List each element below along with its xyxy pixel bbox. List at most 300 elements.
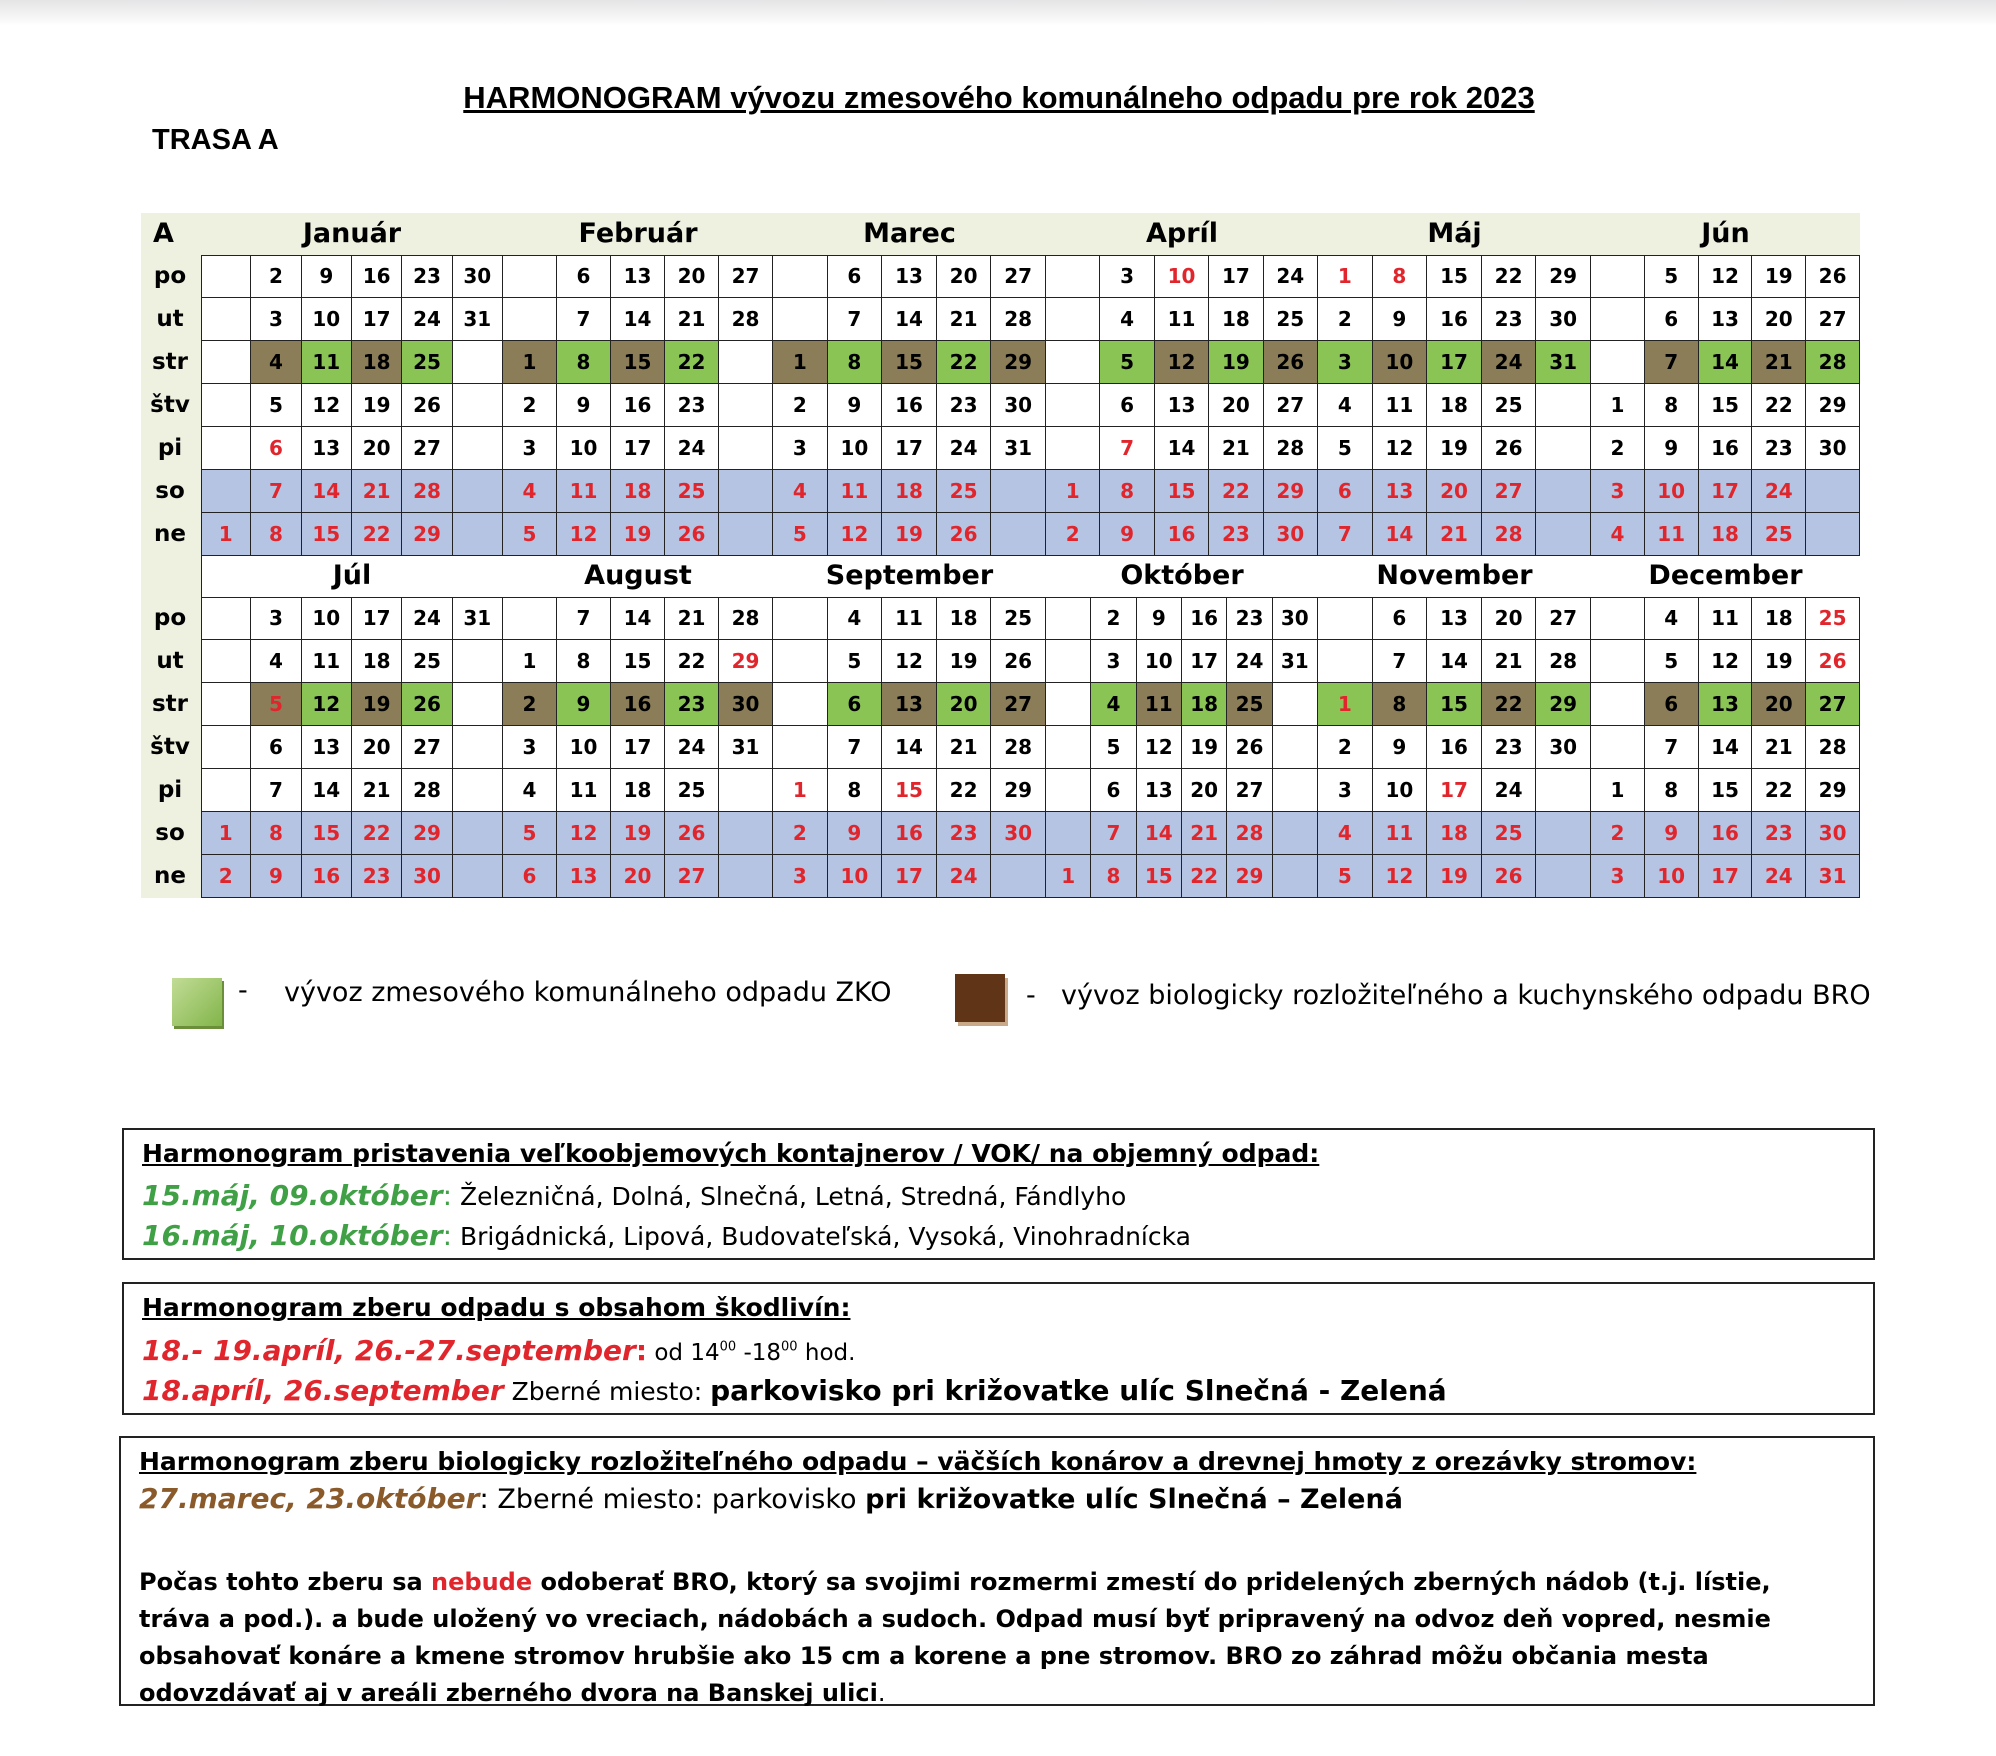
day-cell: 21 (1752, 341, 1806, 384)
day-cell: 2 (503, 683, 557, 726)
vok-line-1 (142, 1179, 1126, 1212)
day-label: štv (141, 384, 199, 427)
day-cell: 9 (251, 855, 301, 898)
day-cell: 13 (1137, 769, 1182, 812)
day-label-column (141, 555, 201, 597)
day-cell: 9 (1645, 812, 1699, 855)
day-cell (1046, 255, 1100, 298)
day-cell: 20 (1752, 683, 1806, 726)
day-cell: 2 (1591, 812, 1645, 855)
day-label: str (141, 683, 199, 726)
day-cell (719, 855, 773, 898)
day-cell: 4 (1645, 597, 1699, 640)
day-cell: 20 (1752, 298, 1806, 341)
day-cell: 23 (402, 255, 452, 298)
day-cell: 24 (1264, 255, 1318, 298)
day-cell: 18 (1752, 597, 1806, 640)
day-cell (1046, 384, 1100, 427)
day-cell: 30 (991, 812, 1046, 855)
day-cell: 17 (611, 726, 665, 769)
branches-heading: Harmonogram zberu biologicky rozložiteľného odpadu – väčších konárov a drevnej hmoty z orezávky stromov: (139, 1447, 1697, 1476)
day-cell: 14 (1699, 341, 1753, 384)
day-cell: 21 (1752, 726, 1806, 769)
day-cell: 25 (402, 341, 452, 384)
day-cell: 13 (1427, 597, 1482, 640)
vok-sep: : (442, 1219, 453, 1252)
zko-legend-swatch (172, 978, 222, 1026)
day-cell: 30 (1273, 597, 1318, 640)
day-cell: 6 (251, 427, 301, 470)
day-cell (201, 298, 251, 341)
day-cell: 16 (1427, 726, 1482, 769)
hazard-line-2 (142, 1374, 1447, 1407)
day-cell: 18 (1699, 513, 1753, 556)
day-cell: 24 (1752, 470, 1806, 513)
day-label: štv (141, 726, 199, 769)
hazard-schedule-box (122, 1282, 1875, 1415)
day-cell: 30 (1264, 513, 1318, 556)
day-cell: 26 (1482, 427, 1537, 470)
day-cell (453, 683, 503, 726)
day-cell: 5 (828, 640, 883, 683)
day-cell: 15 (1137, 855, 1182, 898)
day-cell (453, 427, 503, 470)
day-cell: 31 (719, 726, 773, 769)
day-cell: 18 (611, 769, 665, 812)
day-cell: 3 (503, 726, 557, 769)
day-cell: 12 (302, 384, 352, 427)
day-cell: 14 (1137, 812, 1182, 855)
vok-streets-1: Železničná, Dolná, Slnečná, Letná, Stredná, Fándlyho (452, 1182, 1127, 1211)
day-cell: 5 (1645, 255, 1699, 298)
vok-sep: : (442, 1179, 453, 1212)
branches-schedule-box (119, 1436, 1875, 1706)
day-cell (1273, 683, 1318, 726)
day-cell (1273, 726, 1318, 769)
month-name: Jún (1701, 218, 1750, 249)
day-cell: 16 (1155, 513, 1209, 556)
day-cell: 27 (1806, 683, 1860, 726)
day-cell: 16 (1182, 597, 1227, 640)
day-label: ne (141, 855, 199, 898)
day-cell (1591, 683, 1645, 726)
day-cell: 23 (1227, 597, 1272, 640)
day-cell: 7 (557, 597, 611, 640)
day-cell: 23 (937, 812, 992, 855)
day-cell (453, 769, 503, 812)
day-cell (201, 384, 251, 427)
day-cell: 10 (1373, 769, 1428, 812)
day-cell: 8 (557, 341, 611, 384)
day-cell: 22 (937, 769, 992, 812)
day-cell (1273, 855, 1318, 898)
day-cell: 25 (991, 597, 1046, 640)
day-cell: 5 (1318, 855, 1373, 898)
day-cell: 8 (1373, 255, 1428, 298)
day-cell (1536, 769, 1591, 812)
vok-dates-1: 15.máj, 09.október (142, 1179, 443, 1212)
day-cell (201, 255, 251, 298)
branches-note-end: . (877, 1679, 886, 1707)
legend-dash: - (1026, 980, 1036, 1011)
day-cell: 27 (991, 683, 1046, 726)
day-cell: 5 (251, 384, 301, 427)
day-cell: 28 (719, 298, 773, 341)
day-cell: 23 (665, 683, 719, 726)
day-cell: 4 (773, 470, 828, 513)
day-cell (201, 683, 251, 726)
day-cell: 29 (1536, 683, 1591, 726)
day-cell: 4 (1100, 298, 1154, 341)
day-cell: 19 (1182, 726, 1227, 769)
day-cell: 25 (1227, 683, 1272, 726)
day-label: so (141, 470, 199, 513)
day-cell (503, 597, 557, 640)
day-cell: 11 (882, 597, 937, 640)
hazard-line-1 (142, 1334, 855, 1367)
day-cell (1536, 470, 1591, 513)
day-cell: 20 (1209, 384, 1263, 427)
day-cell: 2 (201, 855, 251, 898)
day-cell: 24 (402, 597, 452, 640)
day-cell: 27 (1806, 298, 1860, 341)
day-cell: 14 (1155, 427, 1209, 470)
day-cell: 1 (773, 341, 828, 384)
day-cell: 12 (302, 683, 352, 726)
day-cell (201, 470, 251, 513)
day-cell: 29 (991, 769, 1046, 812)
day-cell (453, 341, 503, 384)
hazard-place-label: Zberné miesto: (503, 1377, 711, 1406)
day-cell: 25 (1264, 298, 1318, 341)
day-cell: 17 (882, 427, 937, 470)
month-name: Október (1120, 560, 1244, 591)
day-cell: 18 (1427, 812, 1482, 855)
day-cell: 3 (1591, 855, 1645, 898)
day-cell: 28 (1482, 513, 1537, 556)
day-cell: 12 (1699, 640, 1753, 683)
day-cell: 21 (665, 298, 719, 341)
day-cell: 30 (453, 255, 503, 298)
day-cell: 22 (1482, 683, 1537, 726)
grid-line (201, 597, 1860, 598)
day-cell: 22 (665, 341, 719, 384)
day-cell: 28 (1264, 427, 1318, 470)
day-cell: 7 (1318, 513, 1373, 556)
day-cell: 22 (937, 341, 992, 384)
day-cell: 12 (557, 513, 611, 556)
day-cell: 19 (611, 513, 665, 556)
day-cell: 23 (1482, 298, 1537, 341)
day-cell: 10 (302, 597, 352, 640)
day-cell: 18 (1209, 298, 1263, 341)
month-name: Júl (332, 560, 372, 591)
vok-schedule-box (122, 1128, 1875, 1260)
day-cell (1273, 812, 1318, 855)
grid-line (201, 255, 1860, 256)
day-cell: 28 (991, 298, 1046, 341)
branches-note-body: odoberať BRO, ktorý sa svojimi rozmermi zmestí do pridelených zberných nádob (t.j. lístie, tráva a pod.). a bude uložený vo vreciach, nádobách a sudoch. Odpad musí byť pripravený na odvoz deň vopred, nesmie obsahovať konáre a kmene stromov hrubšie ako 15 cm a korene a pne stromov. BRO zo záhrad môžu občania mesta odovzdávať aj v areáli zberného dvora na Banskej ulici (139, 1568, 1771, 1707)
day-cell: 9 (1100, 513, 1154, 556)
day-cell (773, 255, 828, 298)
zko-legend-label: vývoz zmesového komunálneho odpadu ZKO (284, 977, 892, 1008)
day-cell: 8 (828, 769, 883, 812)
day-cell: 23 (1752, 812, 1806, 855)
day-cell: 13 (882, 255, 937, 298)
day-cell: 8 (251, 812, 301, 855)
day-cell: 26 (1482, 855, 1537, 898)
day-cell: 14 (302, 769, 352, 812)
day-cell: 9 (1373, 726, 1428, 769)
day-cell: 24 (665, 726, 719, 769)
day-cell (1046, 597, 1091, 640)
day-cell: 6 (1373, 597, 1428, 640)
day-cell: 19 (1209, 341, 1263, 384)
day-cell: 14 (882, 298, 937, 341)
day-cell: 2 (773, 384, 828, 427)
day-cell: 30 (402, 855, 452, 898)
day-cell (1536, 855, 1591, 898)
day-cell: 8 (1645, 384, 1699, 427)
day-cell: 24 (1752, 855, 1806, 898)
day-cell: 26 (665, 812, 719, 855)
day-cell (773, 640, 828, 683)
day-cell: 24 (1482, 769, 1537, 812)
day-cell (1046, 298, 1100, 341)
day-cell: 15 (302, 812, 352, 855)
vok-line-2 (142, 1219, 1191, 1252)
day-cell: 16 (882, 812, 937, 855)
day-cell: 28 (1806, 341, 1860, 384)
day-cell (201, 726, 251, 769)
day-cell: 17 (1699, 470, 1753, 513)
day-cell: 13 (1699, 298, 1753, 341)
day-cell: 21 (352, 769, 402, 812)
day-cell: 23 (1752, 427, 1806, 470)
day-cell (1318, 640, 1373, 683)
month-name: December (1648, 560, 1803, 591)
day-cell: 21 (1482, 640, 1537, 683)
day-cell: 10 (1137, 640, 1182, 683)
day-label: str (141, 341, 199, 384)
day-cell: 8 (557, 640, 611, 683)
day-cell: 18 (1427, 384, 1482, 427)
day-cell: 3 (1091, 640, 1136, 683)
day-cell: 11 (1645, 513, 1699, 556)
day-cell: 14 (611, 597, 665, 640)
day-cell: 25 (1482, 384, 1537, 427)
day-cell: 1 (1591, 384, 1645, 427)
day-cell: 7 (1645, 726, 1699, 769)
branches-colon: : (479, 1482, 489, 1515)
day-cell: 13 (1155, 384, 1209, 427)
day-cell: 2 (251, 255, 301, 298)
day-cell: 25 (665, 470, 719, 513)
day-cell: 28 (1536, 640, 1591, 683)
day-cell: 30 (1806, 427, 1860, 470)
day-cell: 9 (1137, 597, 1182, 640)
day-cell: 7 (251, 769, 301, 812)
day-cell: 29 (991, 341, 1046, 384)
day-cell: 18 (1182, 683, 1227, 726)
day-cell: 7 (828, 726, 883, 769)
day-cell: 10 (1155, 255, 1209, 298)
day-cell: 3 (1100, 255, 1154, 298)
day-cell: 17 (1699, 855, 1753, 898)
day-cell: 30 (719, 683, 773, 726)
month-name: Marec (863, 218, 956, 249)
day-cell: 26 (937, 513, 992, 556)
day-cell: 11 (1699, 597, 1753, 640)
day-cell (1046, 726, 1091, 769)
day-cell: 4 (251, 341, 301, 384)
day-cell: 10 (1645, 470, 1699, 513)
day-cell: 4 (1091, 683, 1136, 726)
day-cell: 26 (665, 513, 719, 556)
hazard-place: parkovisko pri križovatke ulíc Slnečná - Zelená (710, 1374, 1447, 1407)
day-cell (719, 812, 773, 855)
day-cell: 7 (251, 470, 301, 513)
day-cell: 24 (402, 298, 452, 341)
day-cell: 19 (1427, 855, 1482, 898)
day-cell: 9 (828, 812, 883, 855)
day-cell: 25 (937, 470, 992, 513)
day-cell: 23 (937, 384, 992, 427)
day-cell: 3 (1591, 470, 1645, 513)
day-cell: 2 (1091, 597, 1136, 640)
day-cell: 21 (937, 298, 992, 341)
day-cell: 6 (1645, 298, 1699, 341)
day-cell: 6 (503, 855, 557, 898)
day-cell: 24 (1482, 341, 1537, 384)
day-cell: 1 (1046, 855, 1091, 898)
day-cell: 14 (882, 726, 937, 769)
day-cell: 20 (1427, 470, 1482, 513)
month-name: August (584, 560, 692, 591)
day-cell: 6 (828, 683, 883, 726)
day-cell: 24 (1227, 640, 1272, 683)
day-cell: 6 (1645, 683, 1699, 726)
day-cell (1046, 683, 1091, 726)
day-cell: 19 (1427, 427, 1482, 470)
day-cell: 20 (665, 255, 719, 298)
day-cell: 3 (773, 855, 828, 898)
day-cell: 27 (1536, 597, 1591, 640)
day-cell: 22 (1182, 855, 1227, 898)
branches-dates: 27.marec, 23.október (139, 1482, 480, 1515)
day-cell (991, 513, 1046, 556)
day-cell: 5 (1318, 427, 1373, 470)
day-cell: 8 (251, 513, 301, 556)
day-cell: 2 (1046, 513, 1100, 556)
day-cell: 14 (1427, 640, 1482, 683)
day-label: po (141, 597, 199, 640)
hazard-time-sup: 00 (781, 1339, 798, 1355)
day-cell: 12 (1373, 427, 1428, 470)
day-cell: 7 (1373, 640, 1428, 683)
month-name: November (1376, 560, 1533, 591)
day-cell: 4 (1318, 384, 1373, 427)
day-cell (719, 769, 773, 812)
day-cell: 6 (828, 255, 883, 298)
day-cell (201, 341, 251, 384)
branches-note-start: Počas tohto zberu sa (139, 1568, 432, 1596)
day-cell (1273, 769, 1318, 812)
day-cell: 17 (1209, 255, 1263, 298)
day-cell (1591, 341, 1645, 384)
day-cell: 17 (1182, 640, 1227, 683)
bro-legend-label: vývoz biologicky rozložiteľného a kuchynského odpadu BRO (1061, 980, 1871, 1011)
day-cell (453, 855, 503, 898)
day-cell: 3 (251, 298, 301, 341)
day-cell: 2 (1318, 298, 1373, 341)
day-cell: 12 (557, 812, 611, 855)
day-cell: 22 (1752, 769, 1806, 812)
day-cell (453, 812, 503, 855)
day-cell: 4 (503, 470, 557, 513)
day-cell: 13 (302, 427, 352, 470)
day-cell: 12 (1137, 726, 1182, 769)
day-cell: 22 (1752, 384, 1806, 427)
day-cell: 5 (773, 513, 828, 556)
day-cell: 1 (1318, 683, 1373, 726)
month-name: Január (302, 218, 402, 249)
day-cell: 26 (1227, 726, 1272, 769)
day-cell: 31 (1273, 640, 1318, 683)
day-cell: 12 (1699, 255, 1753, 298)
day-cell: 18 (611, 470, 665, 513)
day-cell (1536, 384, 1591, 427)
day-cell: 21 (1182, 812, 1227, 855)
day-cell: 10 (302, 298, 352, 341)
day-cell: 27 (719, 255, 773, 298)
hazard-time-to: -18 (736, 1340, 782, 1366)
day-cell: 9 (302, 255, 352, 298)
day-cell: 23 (1482, 726, 1537, 769)
day-label: pi (141, 427, 199, 470)
day-cell (1591, 726, 1645, 769)
day-cell: 11 (302, 640, 352, 683)
day-cell: 2 (503, 384, 557, 427)
day-cell: 16 (1699, 812, 1753, 855)
day-cell (773, 597, 828, 640)
day-cell: 16 (302, 855, 352, 898)
day-cell: 17 (882, 855, 937, 898)
day-cell (719, 513, 773, 556)
day-cell: 1 (503, 341, 557, 384)
day-cell: 6 (557, 255, 611, 298)
day-cell (719, 384, 773, 427)
day-cell (1591, 597, 1645, 640)
day-cell: 9 (828, 384, 883, 427)
day-cell: 21 (1209, 427, 1263, 470)
day-cell: 7 (828, 298, 883, 341)
month-name: Apríl (1145, 218, 1219, 249)
day-cell: 1 (201, 812, 251, 855)
day-cell: 6 (1091, 769, 1136, 812)
day-cell: 22 (665, 640, 719, 683)
day-cell (1046, 427, 1100, 470)
hazard-heading: Harmonogram zberu odpadu s obsahom škodlivín: (142, 1293, 851, 1322)
day-cell (1046, 341, 1100, 384)
day-cell: 15 (1699, 769, 1753, 812)
day-cell: 31 (1806, 855, 1860, 898)
day-cell: 29 (1806, 769, 1860, 812)
day-cell: 20 (937, 255, 992, 298)
day-cell: 25 (665, 769, 719, 812)
day-cell: 19 (1752, 255, 1806, 298)
day-cell: 4 (828, 597, 883, 640)
